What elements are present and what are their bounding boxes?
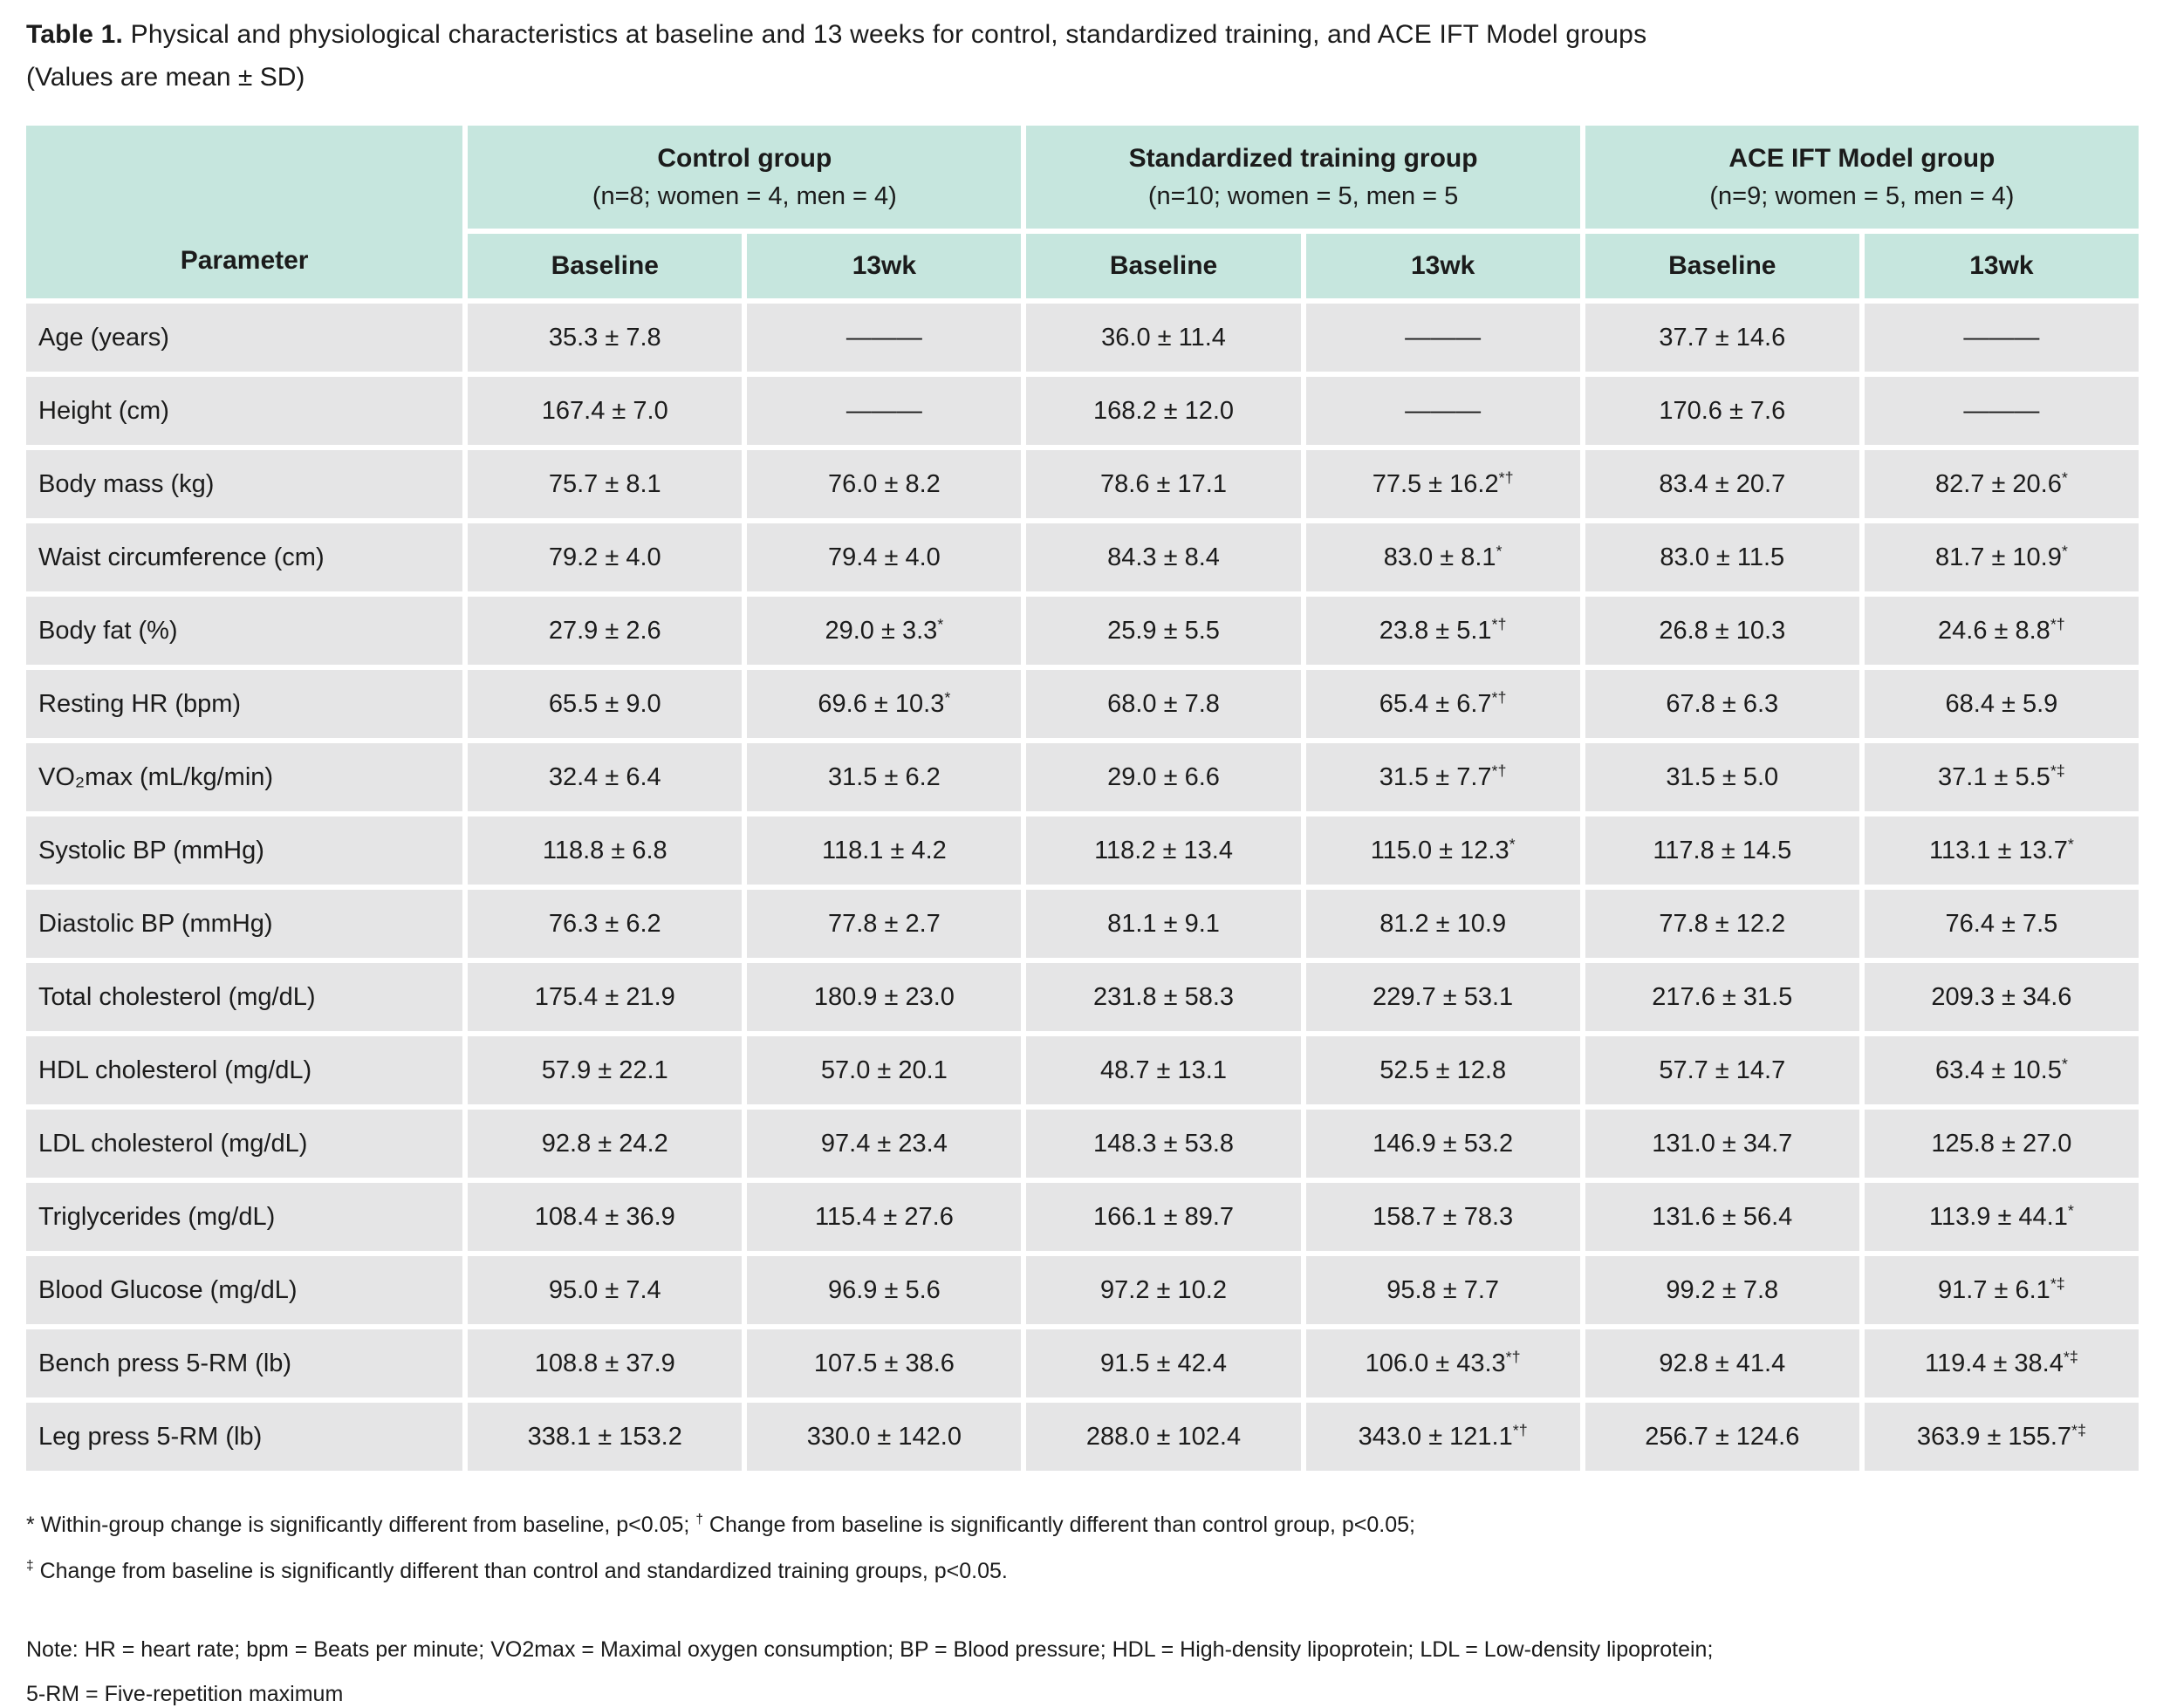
value-cell: 91.7 ± 6.1*‡ bbox=[1865, 1256, 2139, 1324]
note-line: 5-RM = Five-repetition maximum bbox=[26, 1680, 2144, 1708]
value-cell: ——— bbox=[1865, 377, 2139, 445]
value-cell: 76.0 ± 8.2 bbox=[747, 450, 1021, 518]
significance-marker: *† bbox=[1499, 468, 1514, 486]
sub-header: Baseline bbox=[1026, 234, 1300, 298]
value-cell: 91.5 ± 42.4 bbox=[1026, 1329, 1300, 1397]
parameter-cell: Triglycerides (mg/dL) bbox=[26, 1183, 462, 1251]
value-cell: 77.8 ± 2.7 bbox=[747, 890, 1021, 958]
value-cell: 363.9 ± 155.7*‡ bbox=[1865, 1403, 2139, 1471]
sub-header: 13wk bbox=[1306, 234, 1580, 298]
value-cell: 31.5 ± 5.0 bbox=[1585, 743, 1859, 811]
value-cell: 75.7 ± 8.1 bbox=[468, 450, 742, 518]
value-cell: 167.4 ± 7.0 bbox=[468, 377, 742, 445]
value-cell: ——— bbox=[1306, 304, 1580, 372]
value-cell: 330.0 ± 142.0 bbox=[747, 1403, 1021, 1471]
value-cell: 24.6 ± 8.8*† bbox=[1865, 597, 2139, 665]
value-cell: 99.2 ± 7.8 bbox=[1585, 1256, 1859, 1324]
value-cell: 146.9 ± 53.2 bbox=[1306, 1110, 1580, 1178]
significance-marker: *‡ bbox=[2071, 1421, 2086, 1438]
parameter-cell: Diastolic BP (mmHg) bbox=[26, 890, 462, 958]
value-cell: 57.7 ± 14.7 bbox=[1585, 1036, 1859, 1104]
table-title-label: Table 1. bbox=[26, 20, 123, 49]
significance-marker: *† bbox=[1492, 615, 1507, 632]
value-cell: 158.7 ± 78.3 bbox=[1306, 1183, 1580, 1251]
parameter-cell: Blood Glucose (mg/dL) bbox=[26, 1256, 462, 1324]
table-row bbox=[26, 597, 2139, 665]
value-cell: 83.0 ± 11.5 bbox=[1585, 523, 1859, 591]
value-cell: 77.5 ± 16.2*† bbox=[1306, 450, 1580, 518]
table-row bbox=[26, 523, 2139, 591]
significance-marker: * bbox=[1509, 835, 1516, 852]
footnote-line: * Within-group change is significantly different from baseline, p<0.05; † Change from baseline is significantly different than control group, p<0.05; bbox=[26, 1511, 2144, 1540]
value-cell: 175.4 ± 21.9 bbox=[468, 963, 742, 1031]
table-row bbox=[26, 1036, 2139, 1104]
value-cell: 81.7 ± 10.9* bbox=[1865, 523, 2139, 591]
significance-marker: *† bbox=[1492, 688, 1507, 706]
group-detail: (n=8; women = 4, men = 4) bbox=[475, 182, 1014, 211]
significance-marker: * bbox=[2062, 468, 2068, 486]
value-cell: 83.4 ± 20.7 bbox=[1585, 450, 1859, 518]
significance-marker: *† bbox=[1506, 1348, 1521, 1365]
parameter-cell: HDL cholesterol (mg/dL) bbox=[26, 1036, 462, 1104]
group-name: Control group bbox=[475, 144, 1014, 174]
value-cell: 32.4 ± 6.4 bbox=[468, 743, 742, 811]
value-cell: 31.5 ± 7.7*† bbox=[1306, 743, 1580, 811]
value-cell: 65.5 ± 9.0 bbox=[468, 670, 742, 738]
table-row bbox=[26, 1329, 2139, 1397]
value-cell: 125.8 ± 27.0 bbox=[1865, 1110, 2139, 1178]
table-row bbox=[26, 743, 2139, 811]
value-cell: 117.8 ± 14.5 bbox=[1585, 816, 1859, 885]
table-row bbox=[26, 816, 2139, 885]
value-cell: 63.4 ± 10.5* bbox=[1865, 1036, 2139, 1104]
significance-marker: *† bbox=[1513, 1421, 1528, 1438]
significance-marker: *‡ bbox=[2050, 762, 2065, 779]
footnote-line: ‡ Change from baseline is significantly different than control and standardized training groups, p<0.05. bbox=[26, 1557, 2144, 1586]
value-cell: 31.5 ± 6.2 bbox=[747, 743, 1021, 811]
table-row bbox=[26, 1403, 2139, 1471]
value-cell: 96.9 ± 5.6 bbox=[747, 1256, 1021, 1324]
value-cell: 27.9 ± 2.6 bbox=[468, 597, 742, 665]
value-cell: 68.0 ± 7.8 bbox=[1026, 670, 1300, 738]
table-row bbox=[26, 1256, 2139, 1324]
significance-marker: *‡ bbox=[2064, 1348, 2078, 1365]
significance-marker: * bbox=[2062, 542, 2068, 559]
value-cell: 131.6 ± 56.4 bbox=[1585, 1183, 1859, 1251]
parameter-cell: LDL cholesterol (mg/dL) bbox=[26, 1110, 462, 1178]
group-name: ACE IFT Model group bbox=[1592, 144, 2132, 174]
value-cell: 343.0 ± 121.1*† bbox=[1306, 1403, 1580, 1471]
value-cell: 288.0 ± 102.4 bbox=[1026, 1403, 1300, 1471]
value-cell: 118.1 ± 4.2 bbox=[747, 816, 1021, 885]
sub-header: Baseline bbox=[1585, 234, 1859, 298]
value-cell: 84.3 ± 8.4 bbox=[1026, 523, 1300, 591]
value-cell: ——— bbox=[747, 377, 1021, 445]
significance-marker: * bbox=[2068, 1201, 2074, 1219]
value-cell: 76.3 ± 6.2 bbox=[468, 890, 742, 958]
sub-header: 13wk bbox=[1865, 234, 2139, 298]
value-cell: 217.6 ± 31.5 bbox=[1585, 963, 1859, 1031]
table-row bbox=[26, 304, 2139, 372]
parameter-cell: Body mass (kg) bbox=[26, 450, 462, 518]
value-cell: 48.7 ± 13.1 bbox=[1026, 1036, 1300, 1104]
value-cell: 82.7 ± 20.6* bbox=[1865, 450, 2139, 518]
parameter-column-header: Parameter bbox=[26, 126, 462, 298]
group-detail: (n=10; women = 5, men = 5 bbox=[1033, 182, 1572, 211]
parameter-cell: VO₂max (mL/kg/min) bbox=[26, 743, 462, 811]
value-cell: 97.4 ± 23.4 bbox=[747, 1110, 1021, 1178]
sub-header: Baseline bbox=[468, 234, 742, 298]
footnote-marker: † bbox=[695, 1513, 703, 1527]
group-header-standardized bbox=[1026, 126, 1579, 229]
group-name: Standardized training group bbox=[1033, 144, 1572, 174]
value-cell: 79.2 ± 4.0 bbox=[468, 523, 742, 591]
group-header-control bbox=[468, 126, 1021, 229]
value-cell: 83.0 ± 8.1* bbox=[1306, 523, 1580, 591]
value-cell: 256.7 ± 124.6 bbox=[1585, 1403, 1859, 1471]
value-cell: 115.0 ± 12.3* bbox=[1306, 816, 1580, 885]
parameter-cell: Resting HR (bpm) bbox=[26, 670, 462, 738]
value-cell: 166.1 ± 89.7 bbox=[1026, 1183, 1300, 1251]
value-cell: ——— bbox=[1865, 304, 2139, 372]
value-cell: 118.2 ± 13.4 bbox=[1026, 816, 1300, 885]
table-title bbox=[26, 19, 2144, 51]
table-header bbox=[26, 126, 2139, 298]
value-cell: 23.8 ± 5.1*† bbox=[1306, 597, 1580, 665]
value-cell: ——— bbox=[747, 304, 1021, 372]
parameter-cell: Bench press 5-RM (lb) bbox=[26, 1329, 462, 1397]
value-cell: 37.7 ± 14.6 bbox=[1585, 304, 1859, 372]
value-cell: 79.4 ± 4.0 bbox=[747, 523, 1021, 591]
value-cell: 170.6 ± 7.6 bbox=[1585, 377, 1859, 445]
value-cell: 92.8 ± 41.4 bbox=[1585, 1329, 1859, 1397]
value-cell: 118.8 ± 6.8 bbox=[468, 816, 742, 885]
table-row bbox=[26, 670, 2139, 738]
value-cell: 338.1 ± 153.2 bbox=[468, 1403, 742, 1471]
value-cell: 97.2 ± 10.2 bbox=[1026, 1256, 1300, 1324]
table-row bbox=[26, 1110, 2139, 1178]
parameter-cell: Leg press 5-RM (lb) bbox=[26, 1403, 462, 1471]
note-line: Note: HR = heart rate; bpm = Beats per minute; VO2max = Maximal oxygen consumption; BP = Blood pressure; HDL = High-density lipoprotein; LDL = Low-density lipoprotein; bbox=[26, 1636, 2144, 1664]
value-cell: 231.8 ± 58.3 bbox=[1026, 963, 1300, 1031]
value-cell: 67.8 ± 6.3 bbox=[1585, 670, 1859, 738]
table-body bbox=[26, 304, 2139, 1471]
parameter-cell: Total cholesterol (mg/dL) bbox=[26, 963, 462, 1031]
value-cell: 52.5 ± 12.8 bbox=[1306, 1036, 1580, 1104]
value-cell: 131.0 ± 34.7 bbox=[1585, 1110, 1859, 1178]
parameter-cell: Systolic BP (mmHg) bbox=[26, 816, 462, 885]
significance-marker: *‡ bbox=[2050, 1274, 2065, 1292]
table-row bbox=[26, 963, 2139, 1031]
value-cell: 95.8 ± 7.7 bbox=[1306, 1256, 1580, 1324]
value-cell: 95.0 ± 7.4 bbox=[468, 1256, 742, 1324]
table-row bbox=[26, 450, 2139, 518]
value-cell: 113.9 ± 44.1* bbox=[1865, 1183, 2139, 1251]
significance-marker: *† bbox=[1492, 762, 1507, 779]
table-row bbox=[26, 890, 2139, 958]
significance-marker: * bbox=[2068, 835, 2074, 852]
value-cell: 148.3 ± 53.8 bbox=[1026, 1110, 1300, 1178]
value-cell: 180.9 ± 23.0 bbox=[747, 963, 1021, 1031]
value-cell: 81.1 ± 9.1 bbox=[1026, 890, 1300, 958]
value-cell: 229.7 ± 53.1 bbox=[1306, 963, 1580, 1031]
value-cell: 36.0 ± 11.4 bbox=[1026, 304, 1300, 372]
parameter-cell: Age (years) bbox=[26, 304, 462, 372]
table-title-text: Physical and physiological characteristics at baseline and 13 weeks for control, standardized training, and ACE IFT Model groups bbox=[123, 20, 1646, 49]
value-cell: ——— bbox=[1306, 377, 1580, 445]
characteristics-table bbox=[21, 120, 2144, 1476]
group-header-row bbox=[26, 126, 2139, 229]
value-cell: 119.4 ± 38.4*‡ bbox=[1865, 1329, 2139, 1397]
parameter-cell: Body fat (%) bbox=[26, 597, 462, 665]
value-cell: 78.6 ± 17.1 bbox=[1026, 450, 1300, 518]
value-cell: 29.0 ± 6.6 bbox=[1026, 743, 1300, 811]
footnote-marker: ‡ bbox=[26, 1558, 34, 1573]
value-cell: 26.8 ± 10.3 bbox=[1585, 597, 1859, 665]
significance-marker: *† bbox=[2050, 615, 2065, 632]
footnotes bbox=[26, 1511, 2144, 1585]
abbreviation-note bbox=[26, 1636, 2144, 1708]
value-cell: 29.0 ± 3.3* bbox=[747, 597, 1021, 665]
parameter-cell: Waist circumference (cm) bbox=[26, 523, 462, 591]
value-cell: 115.4 ± 27.6 bbox=[747, 1183, 1021, 1251]
value-cell: 65.4 ± 6.7*† bbox=[1306, 670, 1580, 738]
value-cell: 68.4 ± 5.9 bbox=[1865, 670, 2139, 738]
sub-header: 13wk bbox=[747, 234, 1021, 298]
value-cell: 57.0 ± 20.1 bbox=[747, 1036, 1021, 1104]
value-cell: 108.4 ± 36.9 bbox=[468, 1183, 742, 1251]
value-cell: 106.0 ± 43.3*† bbox=[1306, 1329, 1580, 1397]
value-cell: 209.3 ± 34.6 bbox=[1865, 963, 2139, 1031]
table-subtitle: (Values are mean ± SD) bbox=[26, 63, 2144, 92]
value-cell: 108.8 ± 37.9 bbox=[468, 1329, 742, 1397]
parameter-cell: Height (cm) bbox=[26, 377, 462, 445]
value-cell: 76.4 ± 7.5 bbox=[1865, 890, 2139, 958]
significance-marker: * bbox=[937, 615, 943, 632]
value-cell: 92.8 ± 24.2 bbox=[468, 1110, 742, 1178]
value-cell: 37.1 ± 5.5*‡ bbox=[1865, 743, 2139, 811]
group-detail: (n=9; women = 5, men = 4) bbox=[1592, 182, 2132, 211]
value-cell: 168.2 ± 12.0 bbox=[1026, 377, 1300, 445]
value-cell: 81.2 ± 10.9 bbox=[1306, 890, 1580, 958]
value-cell: 25.9 ± 5.5 bbox=[1026, 597, 1300, 665]
value-cell: 35.3 ± 7.8 bbox=[468, 304, 742, 372]
table-row bbox=[26, 377, 2139, 445]
significance-marker: * bbox=[944, 688, 950, 706]
significance-marker: * bbox=[1496, 542, 1503, 559]
value-cell: 77.8 ± 12.2 bbox=[1585, 890, 1859, 958]
value-cell: 113.1 ± 13.7* bbox=[1865, 816, 2139, 885]
table-row bbox=[26, 1183, 2139, 1251]
significance-marker: * bbox=[2062, 1055, 2068, 1072]
value-cell: 107.5 ± 38.6 bbox=[747, 1329, 1021, 1397]
group-header-ace-ift bbox=[1585, 126, 2139, 229]
value-cell: 69.6 ± 10.3* bbox=[747, 670, 1021, 738]
value-cell: 57.9 ± 22.1 bbox=[468, 1036, 742, 1104]
